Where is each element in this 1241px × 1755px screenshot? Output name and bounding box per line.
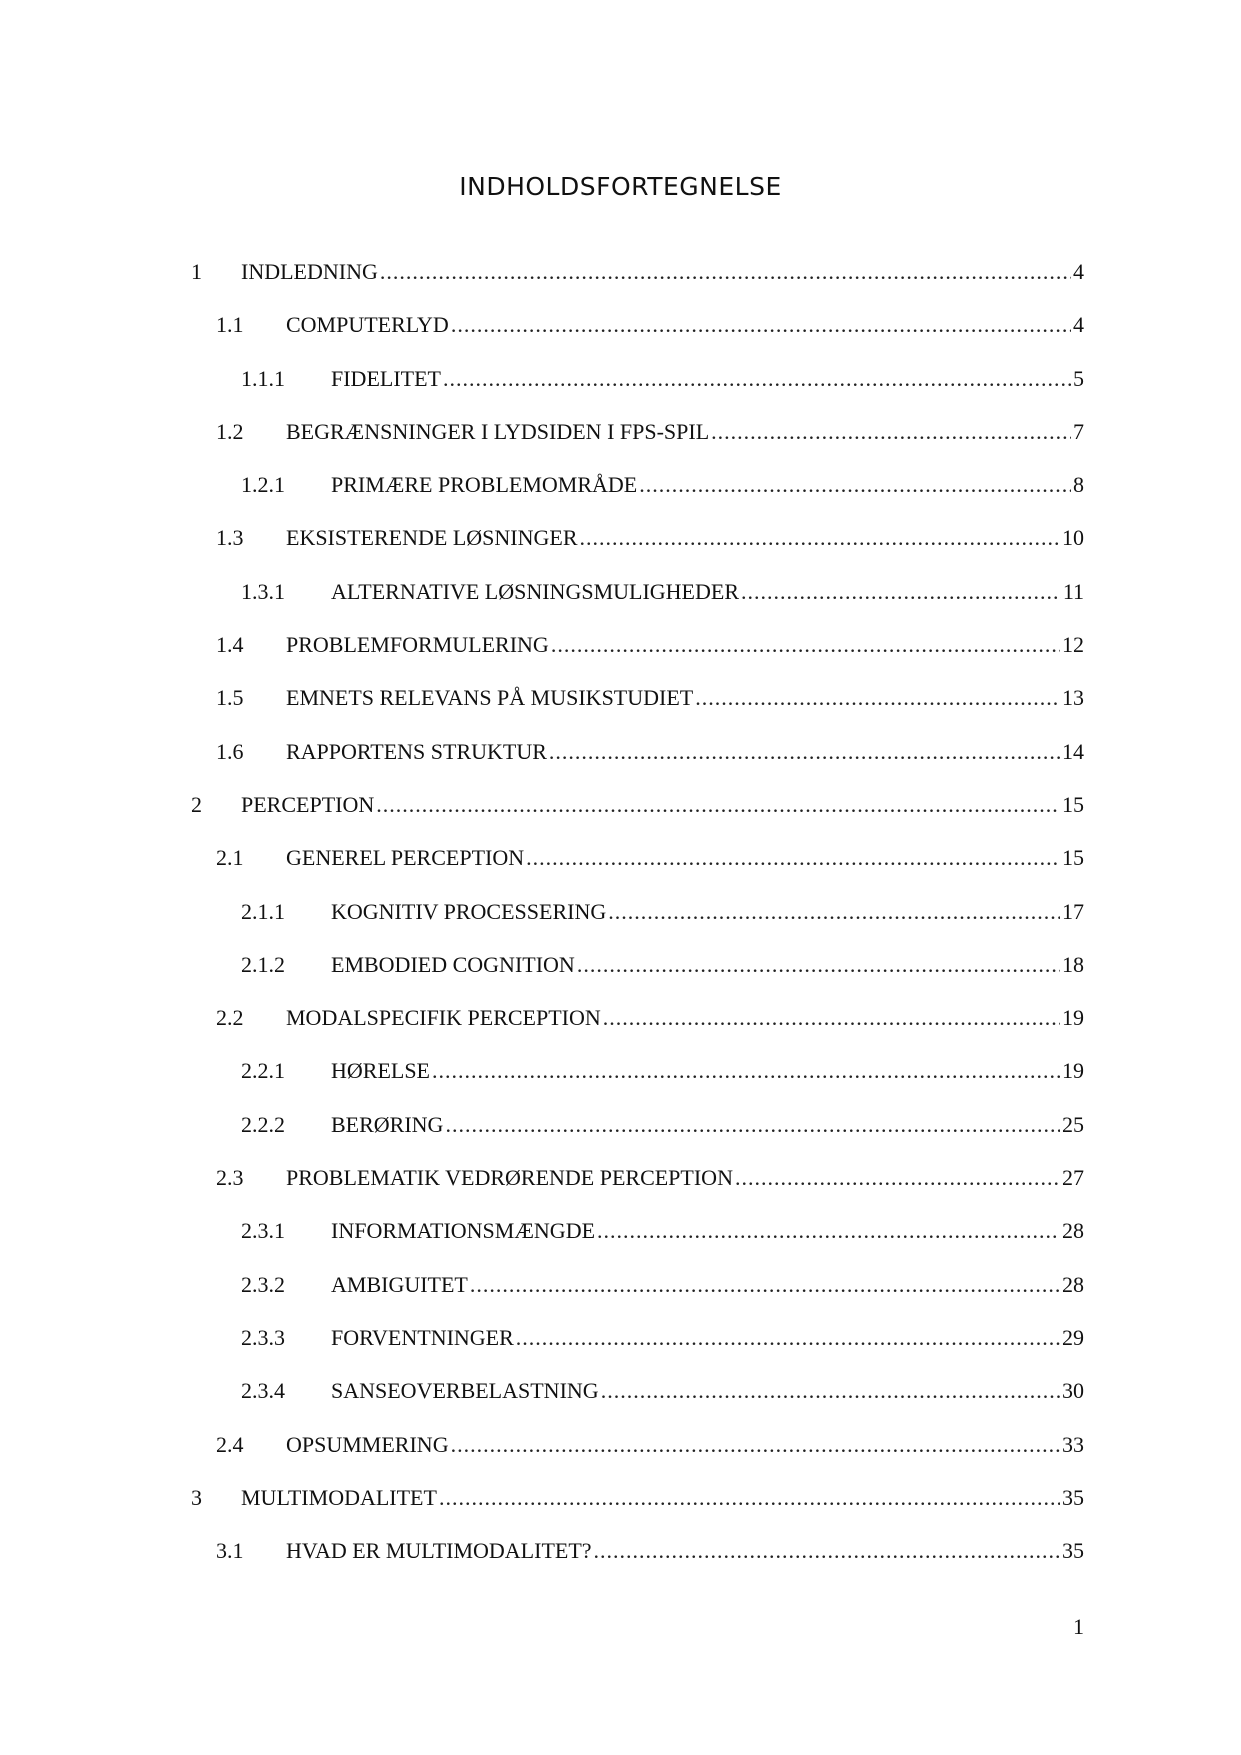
toc-entry-page: 10 <box>1062 525 1084 551</box>
toc-entry-label: EMNETS RELEVANS PÅ MUSIKSTUDIET <box>286 685 694 711</box>
toc-entry-body <box>286 1165 1084 1191</box>
toc-entry-label: FIDELITET <box>331 365 441 391</box>
toc-entry-body <box>241 792 1084 818</box>
toc-entry[interactable] <box>0 899 1241 952</box>
toc-entry-page: 15 <box>1062 791 1084 817</box>
toc-entry[interactable] <box>0 792 1241 845</box>
toc-entry-body <box>331 1325 1084 1351</box>
toc-entry-number: 2.1 <box>216 845 244 871</box>
toc-entry-body <box>331 472 1084 498</box>
toc-entry-page: 18 <box>1062 951 1084 977</box>
toc-dot-leader <box>741 579 1061 605</box>
toc-entry-body <box>286 845 1084 871</box>
toc-entry-body <box>286 1538 1084 1564</box>
toc-entry-page: 35 <box>1062 1484 1084 1510</box>
toc-entry[interactable] <box>0 1378 1241 1431</box>
toc-entry-label: PROBLEMFORMULERING <box>286 632 549 658</box>
toc-entry-body <box>286 632 1084 658</box>
toc-entry-label: KOGNITIV PROCESSERING <box>331 898 607 924</box>
toc-entry-number: 2.2.1 <box>241 1058 285 1084</box>
toc-dot-leader <box>603 1005 1060 1031</box>
toc-entry-number: 2.4 <box>216 1431 244 1457</box>
toc-entry-number: 2.1.1 <box>241 898 285 924</box>
toc-dot-leader <box>443 366 1071 392</box>
toc-entry[interactable] <box>0 952 1241 1005</box>
toc-entry-body <box>286 1005 1084 1031</box>
toc-dot-leader <box>380 259 1071 285</box>
toc-entry-label: BERØRING <box>331 1111 444 1137</box>
toc-dot-leader <box>470 1272 1060 1298</box>
toc-entry-label: HØRELSE <box>331 1058 430 1084</box>
table-of-contents <box>0 259 1241 1591</box>
toc-entry-number: 1.5 <box>216 685 244 711</box>
toc-entry-number: 2.3.2 <box>241 1271 285 1297</box>
toc-dot-leader <box>549 739 1060 765</box>
toc-dot-leader <box>451 1432 1060 1458</box>
page-number: 1 <box>1073 1614 1084 1639</box>
toc-entry[interactable] <box>0 632 1241 685</box>
toc-entry[interactable] <box>0 1165 1241 1218</box>
toc-entry-page: 35 <box>1062 1538 1084 1564</box>
toc-entry-number: 2.3 <box>216 1165 244 1191</box>
toc-dot-leader <box>577 952 1060 978</box>
toc-entry-number: 2.3.1 <box>241 1218 285 1244</box>
toc-entry-label: COMPUTERLYD <box>286 312 449 338</box>
toc-dot-leader <box>432 1058 1060 1084</box>
toc-entry-body <box>286 419 1084 445</box>
toc-entry-body <box>286 312 1084 338</box>
toc-entry-page: 8 <box>1073 472 1084 498</box>
toc-entry[interactable] <box>0 312 1241 365</box>
toc-entry-body <box>241 259 1084 285</box>
toc-entry-number: 1.1 <box>216 312 244 338</box>
toc-entry-number: 1.2.1 <box>241 472 285 498</box>
toc-entry[interactable] <box>0 1112 1241 1165</box>
toc-entry-number: 2.2 <box>216 1005 244 1031</box>
toc-entry[interactable] <box>0 1058 1241 1111</box>
toc-entry-body <box>331 1272 1084 1298</box>
toc-entry-body <box>286 739 1084 765</box>
toc-entry-number: 1.2 <box>216 418 244 444</box>
toc-entry-page: 5 <box>1073 365 1084 391</box>
toc-entry-number: 3 <box>191 1484 202 1510</box>
toc-entry[interactable] <box>0 1218 1241 1271</box>
toc-dot-leader <box>608 899 1060 925</box>
toc-entry-label: HVAD ER MULTIMODALITET? <box>286 1538 592 1564</box>
toc-entry-number: 3.1 <box>216 1538 244 1564</box>
toc-dot-leader <box>735 1165 1060 1191</box>
toc-entry-label: PRIMÆRE PROBLEMOMRÅDE <box>331 472 638 498</box>
toc-entry-body <box>331 1058 1084 1084</box>
toc-dot-leader <box>580 525 1061 551</box>
toc-entry-number: 1.3 <box>216 525 244 551</box>
toc-entry-page: 19 <box>1062 1005 1084 1031</box>
toc-entry[interactable] <box>0 366 1241 419</box>
toc-entry-page: 13 <box>1062 685 1084 711</box>
toc-entry[interactable] <box>0 845 1241 898</box>
toc-entry[interactable] <box>0 1432 1241 1485</box>
toc-dot-leader <box>639 472 1071 498</box>
toc-entry-body <box>241 1485 1084 1511</box>
toc-dot-leader <box>601 1378 1060 1404</box>
toc-entry-body <box>331 579 1084 605</box>
toc-entry-label: GENEREL PERCEPTION <box>286 845 525 871</box>
toc-entry[interactable] <box>0 1538 1241 1591</box>
toc-entry-body <box>331 952 1084 978</box>
toc-entry-number: 2.1.2 <box>241 951 285 977</box>
toc-entry[interactable] <box>0 419 1241 472</box>
toc-entry[interactable] <box>0 579 1241 632</box>
toc-entry-number: 1.4 <box>216 632 244 658</box>
toc-entry-label: INFORMATIONSMÆNGDE <box>331 1218 596 1244</box>
toc-entry-label: AMBIGUITET <box>331 1271 468 1297</box>
toc-entry-number: 2.2.2 <box>241 1111 285 1137</box>
toc-entry-number: 1.6 <box>216 738 244 764</box>
toc-entry[interactable] <box>0 259 1241 312</box>
toc-dot-leader <box>526 845 1060 871</box>
toc-entry-page: 11 <box>1062 578 1084 604</box>
toc-entry-label: PROBLEMATIK VEDRØRENDE PERCEPTION <box>286 1165 733 1191</box>
toc-dot-leader <box>711 419 1071 445</box>
toc-entry-page: 7 <box>1073 418 1084 444</box>
toc-dot-leader <box>451 312 1071 338</box>
toc-entry-label: INDLEDNING <box>241 259 378 284</box>
toc-entry-label: BEGRÆNSNINGER I LYDSIDEN I FPS-SPIL <box>286 418 710 444</box>
toc-dot-leader <box>597 1218 1060 1244</box>
toc-entry-page: 27 <box>1062 1165 1084 1191</box>
toc-entry-page: 25 <box>1062 1111 1084 1137</box>
toc-entry-page: 14 <box>1062 738 1084 764</box>
toc-entry-body <box>286 525 1084 551</box>
toc-entry-page: 15 <box>1062 845 1084 871</box>
toc-entry[interactable] <box>0 1485 1241 1538</box>
toc-entry-label: SANSEOVERBELASTNING <box>331 1378 599 1404</box>
toc-entry-label: PERCEPTION <box>241 791 375 817</box>
toc-entry[interactable] <box>0 685 1241 738</box>
toc-entry-body <box>331 1112 1084 1138</box>
toc-entry-page: 4 <box>1073 259 1084 284</box>
toc-entry-body <box>286 1432 1084 1458</box>
toc-dot-leader <box>516 1325 1060 1351</box>
toc-entry-page: 4 <box>1073 312 1084 338</box>
toc-entry-page: 30 <box>1062 1378 1084 1404</box>
toc-entry-page: 17 <box>1062 898 1084 924</box>
toc-entry-body <box>331 366 1084 392</box>
toc-entry-label: RAPPORTENS STRUKTUR <box>286 738 547 764</box>
toc-dot-leader <box>594 1538 1060 1564</box>
toc-dot-leader <box>376 792 1060 818</box>
toc-entry-number: 2 <box>191 791 202 817</box>
toc-entry-page: 28 <box>1062 1271 1084 1297</box>
toc-entry-body <box>331 899 1084 925</box>
toc-entry-number: 1.1.1 <box>241 365 285 391</box>
toc-entry-body <box>331 1218 1084 1244</box>
toc-entry-page: 33 <box>1062 1431 1084 1457</box>
toc-entry-label: EKSISTERENDE LØSNINGER <box>286 525 578 551</box>
toc-entry-label: OPSUMMERING <box>286 1431 449 1457</box>
toc-entry[interactable] <box>0 1325 1241 1378</box>
toc-entry[interactable] <box>0 472 1241 525</box>
toc-entry-label: MODALSPECIFIK PERCEPTION <box>286 1005 601 1031</box>
toc-entry-body <box>331 1378 1084 1404</box>
toc-entry-number: 2.3.4 <box>241 1378 285 1404</box>
toc-entry-label: MULTIMODALITET <box>241 1484 437 1510</box>
toc-dot-leader <box>445 1112 1060 1138</box>
toc-entry-page: 19 <box>1062 1058 1084 1084</box>
toc-entry[interactable] <box>0 1005 1241 1058</box>
toc-entry-label: ALTERNATIVE LØSNINGSMULIGHEDER <box>331 578 739 604</box>
toc-title: INDHOLDSFORTEGNELSE <box>459 172 782 201</box>
toc-entry-label: FORVENTNINGER <box>331 1324 514 1350</box>
toc-entry[interactable] <box>0 1272 1241 1325</box>
toc-entry[interactable] <box>0 525 1241 578</box>
toc-dot-leader <box>695 685 1060 711</box>
toc-dot-leader <box>439 1485 1060 1511</box>
toc-entry-body <box>286 685 1084 711</box>
toc-entry-page: 28 <box>1062 1218 1084 1244</box>
toc-entry[interactable] <box>0 739 1241 792</box>
toc-entry-number: 1.3.1 <box>241 578 285 604</box>
toc-entry-number: 2.3.3 <box>241 1324 285 1350</box>
toc-dot-leader <box>551 632 1060 658</box>
toc-entry-label: EMBODIED COGNITION <box>331 951 575 977</box>
toc-entry-page: 29 <box>1062 1324 1084 1350</box>
toc-entry-number: 1 <box>191 259 202 284</box>
toc-entry-page: 12 <box>1062 632 1084 658</box>
